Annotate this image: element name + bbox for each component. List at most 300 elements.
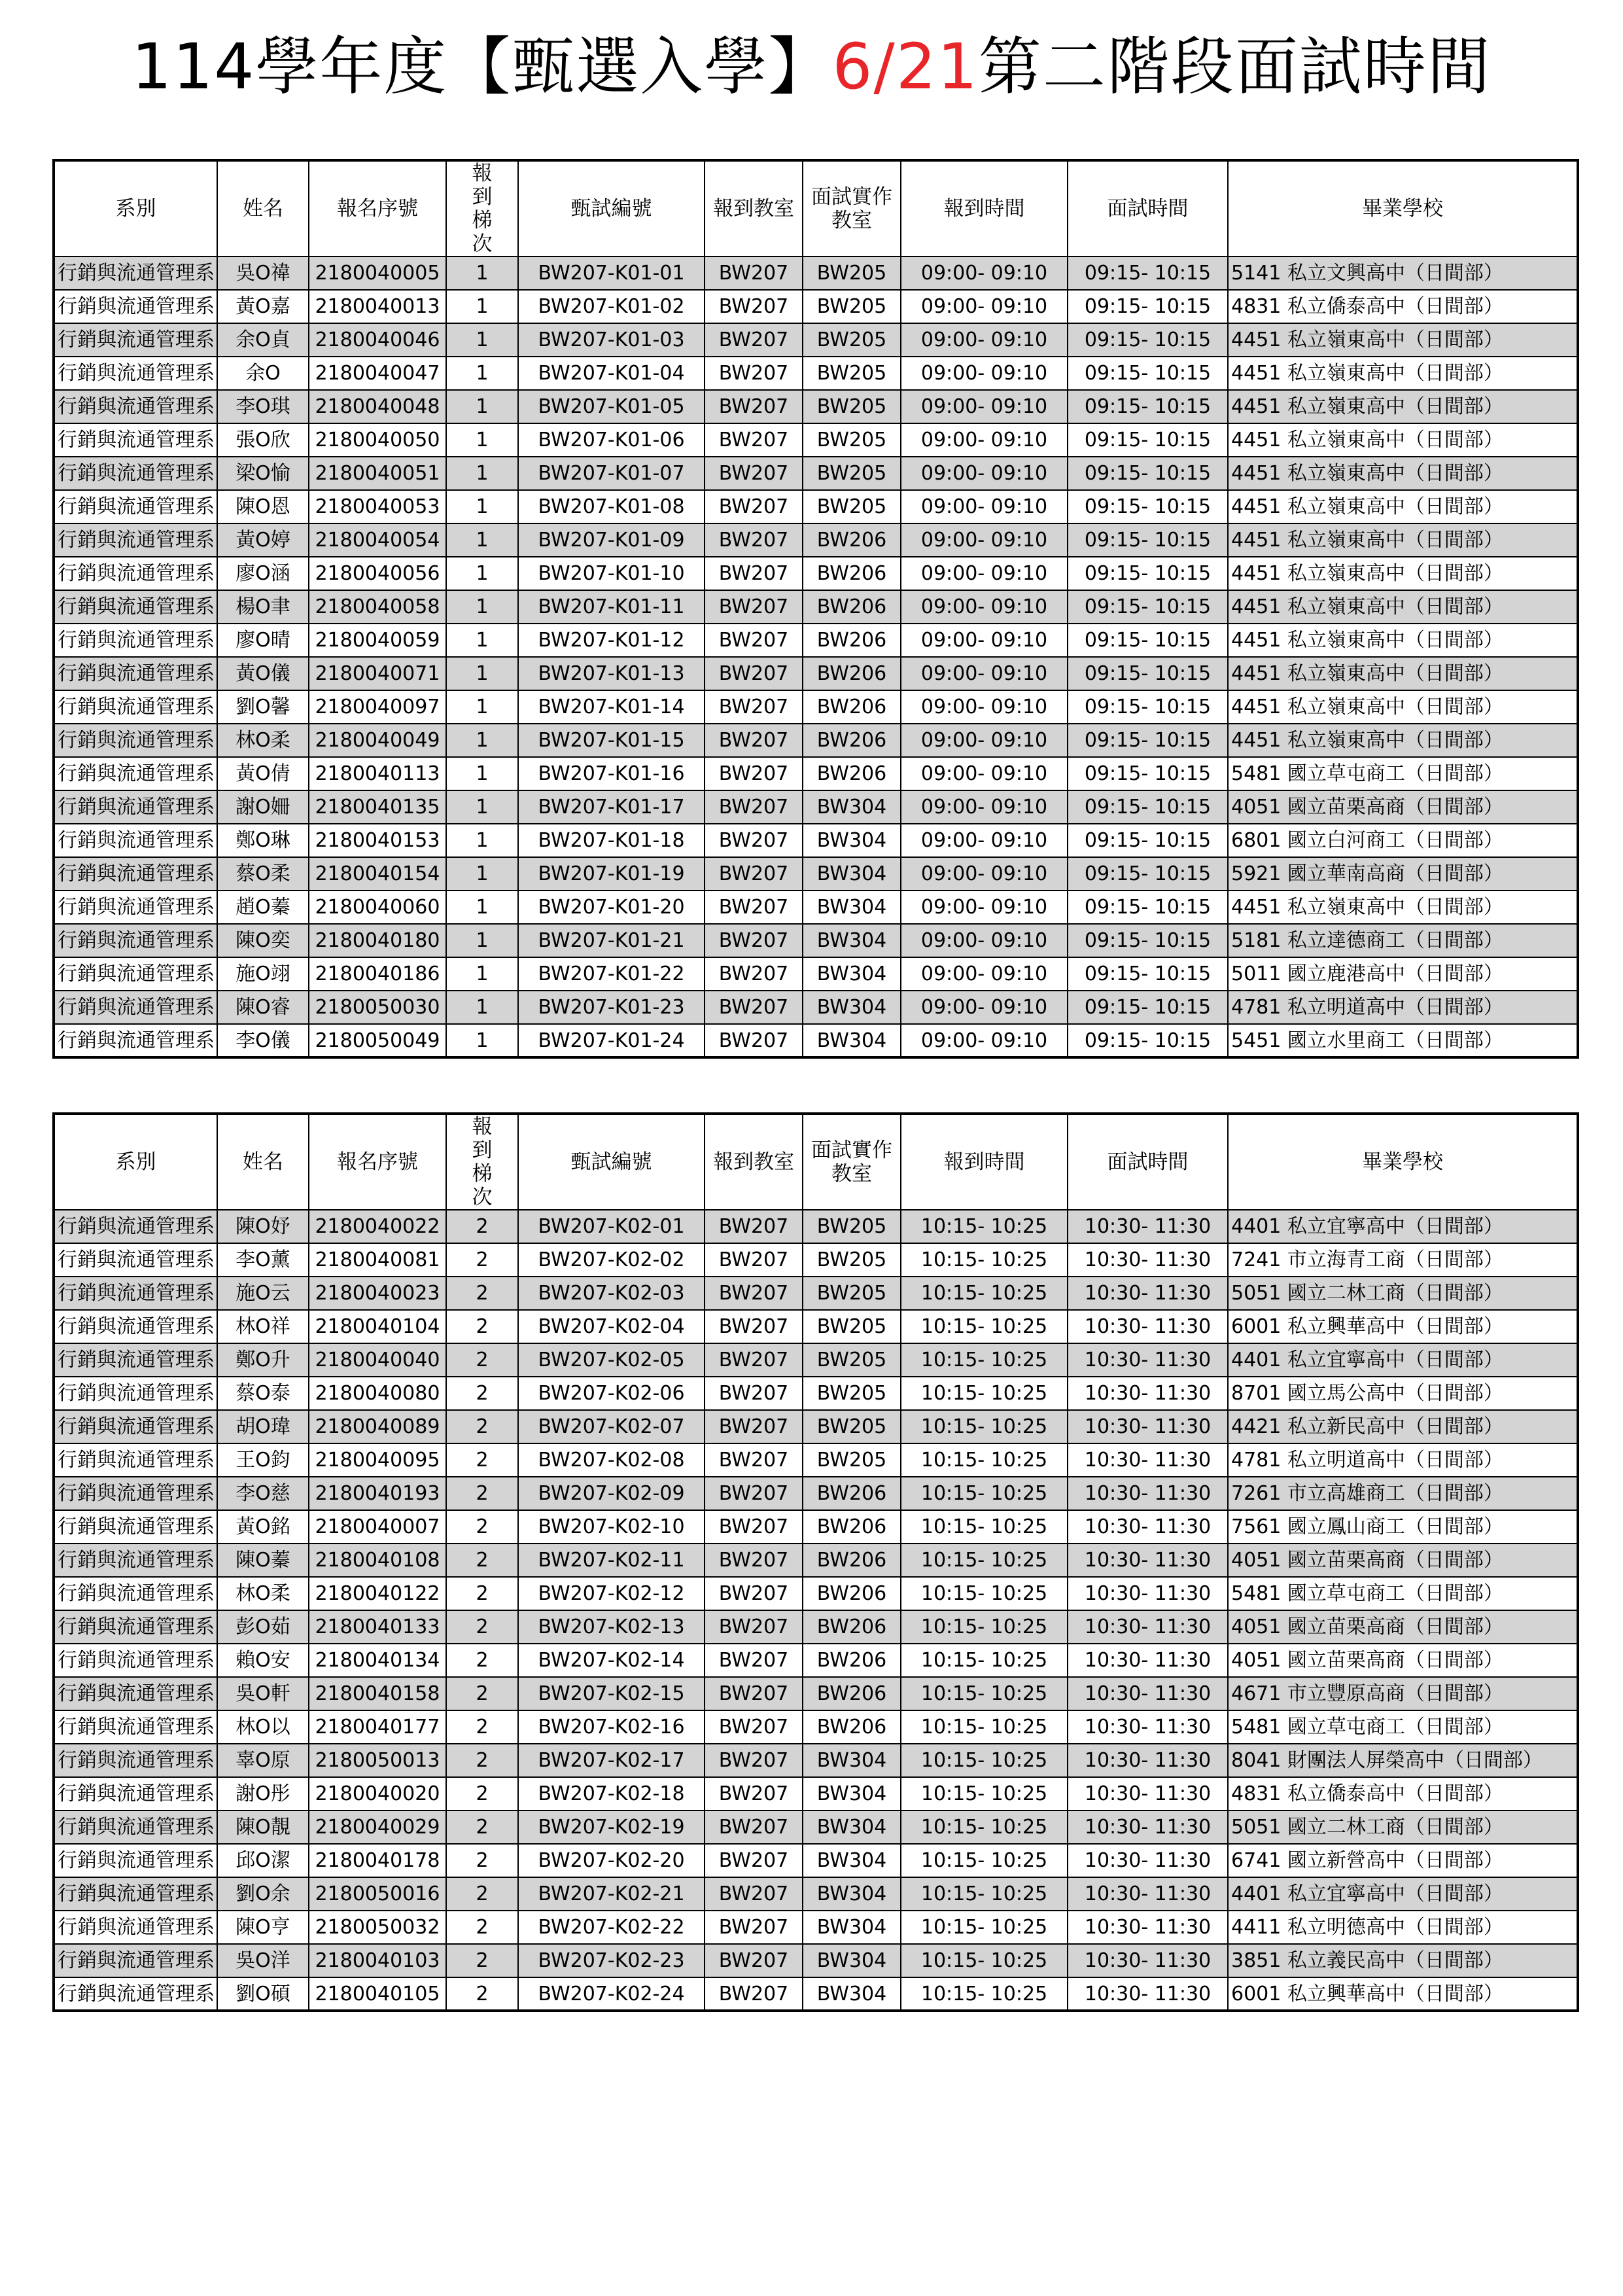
interview-time-cell: 09:15- 10:15 [1068,423,1228,457]
application-no-cell: 2180040113 [309,757,446,790]
interview-room-cell: BW205 [803,1277,901,1310]
interview-room-cell: BW205 [803,1377,901,1410]
checkin-room-cell: BW207 [705,924,803,957]
checkin-room-cell: BW207 [705,1644,803,1677]
interview-room-cell: BW206 [803,1710,901,1744]
department-cell: 行銷與流通管理系 [54,624,217,657]
table-row [54,1944,1578,1977]
table-row [54,924,1578,957]
interview-room-cell: BW205 [803,457,901,490]
interview-room-cell: BW304 [803,1744,901,1777]
department-cell: 行銷與流通管理系 [54,924,217,957]
department-cell: 行銷與流通管理系 [54,1410,217,1443]
school-cell: 6801 國立白河商工（日間部） [1228,824,1578,857]
interview-room-cell: BW304 [803,1810,901,1844]
school-cell: 4781 私立明道高中（日間部） [1228,991,1578,1024]
checkin-room-cell: BW207 [705,256,803,290]
school-cell: 4831 私立僑泰高中（日間部） [1228,290,1578,323]
table-row [54,423,1578,457]
department-cell: 行銷與流通管理系 [54,1277,217,1310]
department-cell: 行銷與流通管理系 [54,690,217,724]
name-cell: 李O薰 [217,1243,309,1277]
school-cell: 5921 國立華南高商（日間部） [1228,857,1578,891]
interview-time-cell: 09:15- 10:15 [1068,290,1228,323]
batch-cell: 1 [446,657,518,690]
header-department: 系別 [54,160,217,256]
checkin-time-cell: 10:15- 10:25 [901,1644,1068,1677]
header-department: 系別 [54,1114,217,1210]
schedule-table-session-2 [52,1112,1579,2012]
school-cell: 4411 私立明德高中（日間部） [1228,1911,1578,1944]
table-row [54,1810,1578,1844]
department-cell: 行銷與流通管理系 [54,1024,217,1057]
checkin-room-cell: BW207 [705,1877,803,1911]
checkin-room-cell: BW207 [705,1977,803,2011]
department-cell: 行銷與流通管理系 [54,724,217,757]
checkin-time-cell: 09:00- 09:10 [901,657,1068,690]
department-cell: 行銷與流通管理系 [54,1243,217,1277]
interview-time-cell: 10:30- 11:30 [1068,1310,1228,1343]
application-no-cell: 2180040154 [309,857,446,891]
batch-cell: 1 [446,557,518,590]
checkin-room-cell: BW207 [705,857,803,891]
application-no-cell: 2180040022 [309,1210,446,1243]
checkin-room-cell: BW207 [705,957,803,991]
checkin-time-cell: 09:00- 09:10 [901,857,1068,891]
checkin-time-cell: 09:00- 09:10 [901,757,1068,790]
name-cell: 陳O蓁 [217,1544,309,1577]
school-cell: 4451 私立嶺東高中（日間部） [1228,323,1578,357]
checkin-room-cell: BW207 [705,1944,803,1977]
department-cell: 行銷與流通管理系 [54,1777,217,1810]
header-name: 姓名 [217,160,309,256]
school-cell: 3851 私立義民高中（日間部） [1228,1944,1578,1977]
exam-no-cell: BW207-K01-03 [518,323,705,357]
header-interview-time: 面試時間 [1068,160,1228,256]
interview-time-cell: 09:15- 10:15 [1068,891,1228,924]
school-cell: 4451 私立嶺東高中（日間部） [1228,724,1578,757]
interview-time-cell: 09:15- 10:15 [1068,390,1228,423]
interview-time-cell: 10:30- 11:30 [1068,1577,1228,1610]
exam-no-cell: BW207-K02-24 [518,1977,705,2011]
interview-time-cell: 10:30- 11:30 [1068,1944,1228,1977]
name-cell: 楊O聿 [217,590,309,624]
checkin-room-cell: BW207 [705,1710,803,1744]
table-row [54,1844,1578,1877]
exam-no-cell: BW207-K02-09 [518,1477,705,1510]
name-cell: 梁O愉 [217,457,309,490]
checkin-time-cell: 10:15- 10:25 [901,1710,1068,1744]
interview-time-cell: 09:15- 10:15 [1068,991,1228,1024]
interview-time-cell: 10:30- 11:30 [1068,1777,1228,1810]
batch-cell: 2 [446,1243,518,1277]
exam-no-cell: BW207-K02-07 [518,1410,705,1443]
checkin-room-cell: BW207 [705,423,803,457]
batch-cell: 2 [446,1710,518,1744]
exam-no-cell: BW207-K01-21 [518,924,705,957]
interview-room-cell: BW206 [803,523,901,557]
name-cell: 陳O靚 [217,1810,309,1844]
interview-time-cell: 09:15- 10:15 [1068,256,1228,290]
school-cell: 5051 國立二林工商（日間部） [1228,1810,1578,1844]
interview-time-cell: 10:30- 11:30 [1068,1510,1228,1544]
interview-room-cell: BW205 [803,1243,901,1277]
batch-cell: 2 [446,1577,518,1610]
interview-room-cell: BW206 [803,1510,901,1544]
school-cell: 6741 國立新營高中（日間部） [1228,1844,1578,1877]
exam-no-cell: BW207-K02-12 [518,1577,705,1610]
name-cell: 林O柔 [217,1577,309,1610]
department-cell: 行銷與流通管理系 [54,1544,217,1577]
department-cell: 行銷與流通管理系 [54,457,217,490]
name-cell: 廖O涵 [217,557,309,590]
interview-room-cell: BW206 [803,757,901,790]
checkin-time-cell: 10:15- 10:25 [901,1610,1068,1644]
table-row [54,1977,1578,2011]
checkin-room-cell: BW207 [705,1510,803,1544]
school-cell: 4451 私立嶺東高中（日間部） [1228,590,1578,624]
interview-time-cell: 10:30- 11:30 [1068,1377,1228,1410]
interview-time-cell: 10:30- 11:30 [1068,1810,1228,1844]
application-no-cell: 2180040048 [309,390,446,423]
exam-no-cell: BW207-K02-06 [518,1377,705,1410]
batch-cell: 1 [446,423,518,457]
exam-no-cell: BW207-K01-24 [518,1024,705,1057]
header-interview-time: 面試時間 [1068,1114,1228,1210]
interview-room-cell: BW205 [803,1410,901,1443]
batch-cell: 1 [446,490,518,523]
application-no-cell: 2180040103 [309,1944,446,1977]
department-cell: 行銷與流通管理系 [54,390,217,423]
school-cell: 5181 私立達德商工（日間部） [1228,924,1578,957]
application-no-cell: 2180040081 [309,1243,446,1277]
exam-no-cell: BW207-K02-13 [518,1610,705,1644]
table-row [54,1024,1578,1057]
batch-cell: 1 [446,590,518,624]
header-exam-no: 甄試編號 [518,160,705,256]
header-interview-room: 面試實作教室 [803,160,901,256]
checkin-room-cell: BW207 [705,1310,803,1343]
department-cell: 行銷與流通管理系 [54,991,217,1024]
exam-no-cell: BW207-K02-21 [518,1877,705,1911]
interview-room-cell: BW304 [803,1844,901,1877]
checkin-room-cell: BW207 [705,757,803,790]
department-cell: 行銷與流通管理系 [54,1477,217,1510]
exam-no-cell: BW207-K01-15 [518,724,705,757]
checkin-room-cell: BW207 [705,523,803,557]
checkin-room-cell: BW207 [705,457,803,490]
name-cell: 蔡O泰 [217,1377,309,1410]
checkin-time-cell: 09:00- 09:10 [901,1024,1068,1057]
interview-time-cell: 10:30- 11:30 [1068,1610,1228,1644]
checkin-time-cell: 09:00- 09:10 [901,824,1068,857]
title-date: 6/21 [832,30,979,103]
exam-no-cell: BW207-K01-14 [518,690,705,724]
application-no-cell: 2180040050 [309,423,446,457]
interview-time-cell: 09:15- 10:15 [1068,690,1228,724]
checkin-time-cell: 10:15- 10:25 [901,1377,1068,1410]
school-cell: 4451 私立嶺東高中（日間部） [1228,557,1578,590]
application-no-cell: 2180040177 [309,1710,446,1744]
exam-no-cell: BW207-K01-18 [518,824,705,857]
checkin-room-cell: BW207 [705,1911,803,1944]
batch-cell: 1 [446,857,518,891]
department-cell: 行銷與流通管理系 [54,1877,217,1911]
interview-time-cell: 09:15- 10:15 [1068,357,1228,390]
application-no-cell: 2180040178 [309,1844,446,1877]
exam-no-cell: BW207-K01-13 [518,657,705,690]
checkin-room-cell: BW207 [705,1844,803,1877]
title-suffix: 第二階段面試時間 [978,30,1492,103]
department-cell: 行銷與流通管理系 [54,1977,217,2011]
title-prefix: 114學年度【甄選入學】 [131,30,833,103]
department-cell: 行銷與流通管理系 [54,423,217,457]
application-no-cell: 2180040097 [309,690,446,724]
header-checkin-room: 報到教室 [705,160,803,256]
checkin-room-cell: BW207 [705,1277,803,1310]
exam-no-cell: BW207-K02-18 [518,1777,705,1810]
application-no-cell: 2180040089 [309,1410,446,1443]
interview-room-cell: BW205 [803,1310,901,1343]
interview-time-cell: 09:15- 10:15 [1068,624,1228,657]
table-row [54,1544,1578,1577]
exam-no-cell: BW207-K02-08 [518,1443,705,1477]
exam-no-cell: BW207-K01-08 [518,490,705,523]
checkin-room-cell: BW207 [705,590,803,624]
school-cell: 4401 私立宜寧高中（日間部） [1228,1343,1578,1377]
checkin-room-cell: BW207 [705,1610,803,1644]
department-cell: 行銷與流通管理系 [54,1944,217,1977]
interview-time-cell: 10:30- 11:30 [1068,1443,1228,1477]
interview-time-cell: 09:15- 10:15 [1068,724,1228,757]
header-application-no: 報名序號 [309,160,446,256]
interview-room-cell: BW205 [803,323,901,357]
checkin-time-cell: 09:00- 09:10 [901,557,1068,590]
batch-cell: 1 [446,457,518,490]
checkin-room-cell: BW207 [705,891,803,924]
interview-room-cell: BW206 [803,624,901,657]
interview-time-cell: 10:30- 11:30 [1068,1911,1228,1944]
exam-no-cell: BW207-K02-15 [518,1677,705,1710]
department-cell: 行銷與流通管理系 [54,523,217,557]
school-cell: 7261 市立高雄商工（日間部） [1228,1477,1578,1510]
checkin-room-cell: BW207 [705,1777,803,1810]
table-row [54,523,1578,557]
table-row [54,1210,1578,1243]
interview-room-cell: BW206 [803,590,901,624]
table-row [54,790,1578,824]
interview-time-cell: 10:30- 11:30 [1068,1844,1228,1877]
school-cell: 4451 私立嶺東高中（日間部） [1228,891,1578,924]
checkin-time-cell: 09:00- 09:10 [901,790,1068,824]
table-row [54,690,1578,724]
interview-time-cell: 09:15- 10:15 [1068,323,1228,357]
exam-no-cell: BW207-K02-23 [518,1944,705,1977]
application-no-cell: 2180040158 [309,1677,446,1710]
name-cell: 黃O嘉 [217,290,309,323]
name-cell: 王O鈞 [217,1443,309,1477]
interview-room-cell: BW304 [803,1877,901,1911]
school-cell: 7561 國立鳳山商工（日間部） [1228,1510,1578,1544]
name-cell: 陳O亨 [217,1911,309,1944]
header-batch: 報到梯次 [446,1114,518,1210]
batch-cell: 2 [446,1477,518,1510]
department-cell: 行銷與流通管理系 [54,1443,217,1477]
name-cell: 謝O姍 [217,790,309,824]
batch-cell: 1 [446,290,518,323]
school-cell: 5141 私立文興高中（日間部） [1228,256,1578,290]
checkin-time-cell: 10:15- 10:25 [901,1977,1068,2011]
interview-room-cell: BW304 [803,1977,901,2011]
checkin-room-cell: BW207 [705,1243,803,1277]
table-row [54,1443,1578,1477]
batch-cell: 2 [446,1610,518,1644]
interview-time-cell: 09:15- 10:15 [1068,523,1228,557]
interview-time-cell: 10:30- 11:30 [1068,1977,1228,2011]
checkin-time-cell: 09:00- 09:10 [901,724,1068,757]
header-checkin-time: 報到時間 [901,160,1068,256]
school-cell: 4451 私立嶺東高中（日間部） [1228,657,1578,690]
table-body [54,1210,1578,2011]
table-row [54,757,1578,790]
school-cell: 4401 私立宜寧高中（日間部） [1228,1877,1578,1911]
header-name: 姓名 [217,1114,309,1210]
name-cell: 陳O睿 [217,991,309,1024]
checkin-time-cell: 09:00- 09:10 [901,323,1068,357]
application-no-cell: 2180050030 [309,991,446,1024]
interview-time-cell: 10:30- 11:30 [1068,1677,1228,1710]
checkin-time-cell: 10:15- 10:25 [901,1510,1068,1544]
application-no-cell: 2180040080 [309,1377,446,1410]
exam-no-cell: BW207-K02-17 [518,1744,705,1777]
department-cell: 行銷與流通管理系 [54,590,217,624]
school-cell: 4451 私立嶺東高中（日間部） [1228,423,1578,457]
header-interview-room: 面試實作教室 [803,1114,901,1210]
table-row [54,1644,1578,1677]
batch-cell: 2 [446,1677,518,1710]
checkin-room-cell: BW207 [705,1577,803,1610]
batch-cell: 2 [446,1944,518,1977]
checkin-time-cell: 10:15- 10:25 [901,1877,1068,1911]
table-row [54,590,1578,624]
school-cell: 4781 私立明道高中（日間部） [1228,1443,1578,1477]
checkin-room-cell: BW207 [705,1744,803,1777]
interview-room-cell: BW205 [803,256,901,290]
table-row [54,1277,1578,1310]
exam-no-cell: BW207-K02-03 [518,1277,705,1310]
checkin-time-cell: 10:15- 10:25 [901,1777,1068,1810]
interview-room-cell: BW205 [803,423,901,457]
batch-cell: 1 [446,757,518,790]
checkin-room-cell: BW207 [705,1443,803,1477]
table-row [54,657,1578,690]
department-cell: 行銷與流通管理系 [54,657,217,690]
application-no-cell: 2180050013 [309,1744,446,1777]
application-no-cell: 2180040122 [309,1577,446,1610]
header-row [54,160,1578,256]
exam-no-cell: BW207-K01-07 [518,457,705,490]
table-row [54,1577,1578,1610]
table-row [54,1777,1578,1810]
checkin-room-cell: BW207 [705,490,803,523]
checkin-room-cell: BW207 [705,1810,803,1844]
interview-room-cell: BW304 [803,824,901,857]
checkin-time-cell: 10:15- 10:25 [901,1677,1068,1710]
school-cell: 4451 私立嶺東高中（日間部） [1228,523,1578,557]
checkin-room-cell: BW207 [705,1410,803,1443]
checkin-time-cell: 10:15- 10:25 [901,1410,1068,1443]
school-cell: 4051 國立苗栗高商（日間部） [1228,1544,1578,1577]
batch-cell: 1 [446,724,518,757]
checkin-room-cell: BW207 [705,357,803,390]
interview-time-cell: 09:15- 10:15 [1068,1024,1228,1057]
checkin-time-cell: 10:15- 10:25 [901,1544,1068,1577]
name-cell: 吳O洋 [217,1944,309,1977]
checkin-room-cell: BW207 [705,824,803,857]
exam-no-cell: BW207-K02-20 [518,1844,705,1877]
table-row [54,490,1578,523]
application-no-cell: 2180050049 [309,1024,446,1057]
application-no-cell: 2180040153 [309,824,446,857]
name-cell: 林O以 [217,1710,309,1744]
table-row [54,1744,1578,1777]
interview-room-cell: BW205 [803,1210,901,1243]
exam-no-cell: BW207-K01-11 [518,590,705,624]
checkin-room-cell: BW207 [705,991,803,1024]
department-cell: 行銷與流通管理系 [54,1644,217,1677]
exam-no-cell: BW207-K01-05 [518,390,705,423]
header-batch: 報到梯次 [446,160,518,256]
header-checkin-room: 報到教室 [705,1114,803,1210]
school-cell: 5481 國立草屯商工（日間部） [1228,1710,1578,1744]
name-cell: 謝O彤 [217,1777,309,1810]
name-cell: 劉O碩 [217,1977,309,2011]
checkin-room-cell: BW207 [705,323,803,357]
exam-no-cell: BW207-K01-19 [518,857,705,891]
interview-room-cell: BW206 [803,657,901,690]
application-no-cell: 2180040135 [309,790,446,824]
table-row [54,1677,1578,1710]
name-cell: 陳O妤 [217,1210,309,1243]
interview-time-cell: 09:15- 10:15 [1068,557,1228,590]
interview-room-cell: BW206 [803,724,901,757]
table-row [54,357,1578,390]
table-row [54,1243,1578,1277]
department-cell: 行銷與流通管理系 [54,557,217,590]
header-application-no: 報名序號 [309,1114,446,1210]
school-cell: 7241 市立海青工商（日間部） [1228,1243,1578,1277]
department-cell: 行銷與流通管理系 [54,357,217,390]
interview-time-cell: 10:30- 11:30 [1068,1544,1228,1577]
department-cell: 行銷與流通管理系 [54,957,217,991]
interview-room-cell: BW304 [803,924,901,957]
interview-time-cell: 09:15- 10:15 [1068,924,1228,957]
interview-time-cell: 09:15- 10:15 [1068,824,1228,857]
department-cell: 行銷與流通管理系 [54,1810,217,1844]
exam-no-cell: BW207-K02-01 [518,1210,705,1243]
table-row [54,1510,1578,1544]
checkin-time-cell: 10:15- 10:25 [901,1577,1068,1610]
department-cell: 行銷與流通管理系 [54,757,217,790]
application-no-cell: 2180040053 [309,490,446,523]
interview-time-cell: 10:30- 11:30 [1068,1744,1228,1777]
exam-no-cell: BW207-K01-01 [518,256,705,290]
checkin-time-cell: 10:15- 10:25 [901,1844,1068,1877]
interview-room-cell: BW304 [803,1911,901,1944]
table-row [54,1410,1578,1443]
batch-cell: 2 [446,1911,518,1944]
table-row [54,323,1578,357]
